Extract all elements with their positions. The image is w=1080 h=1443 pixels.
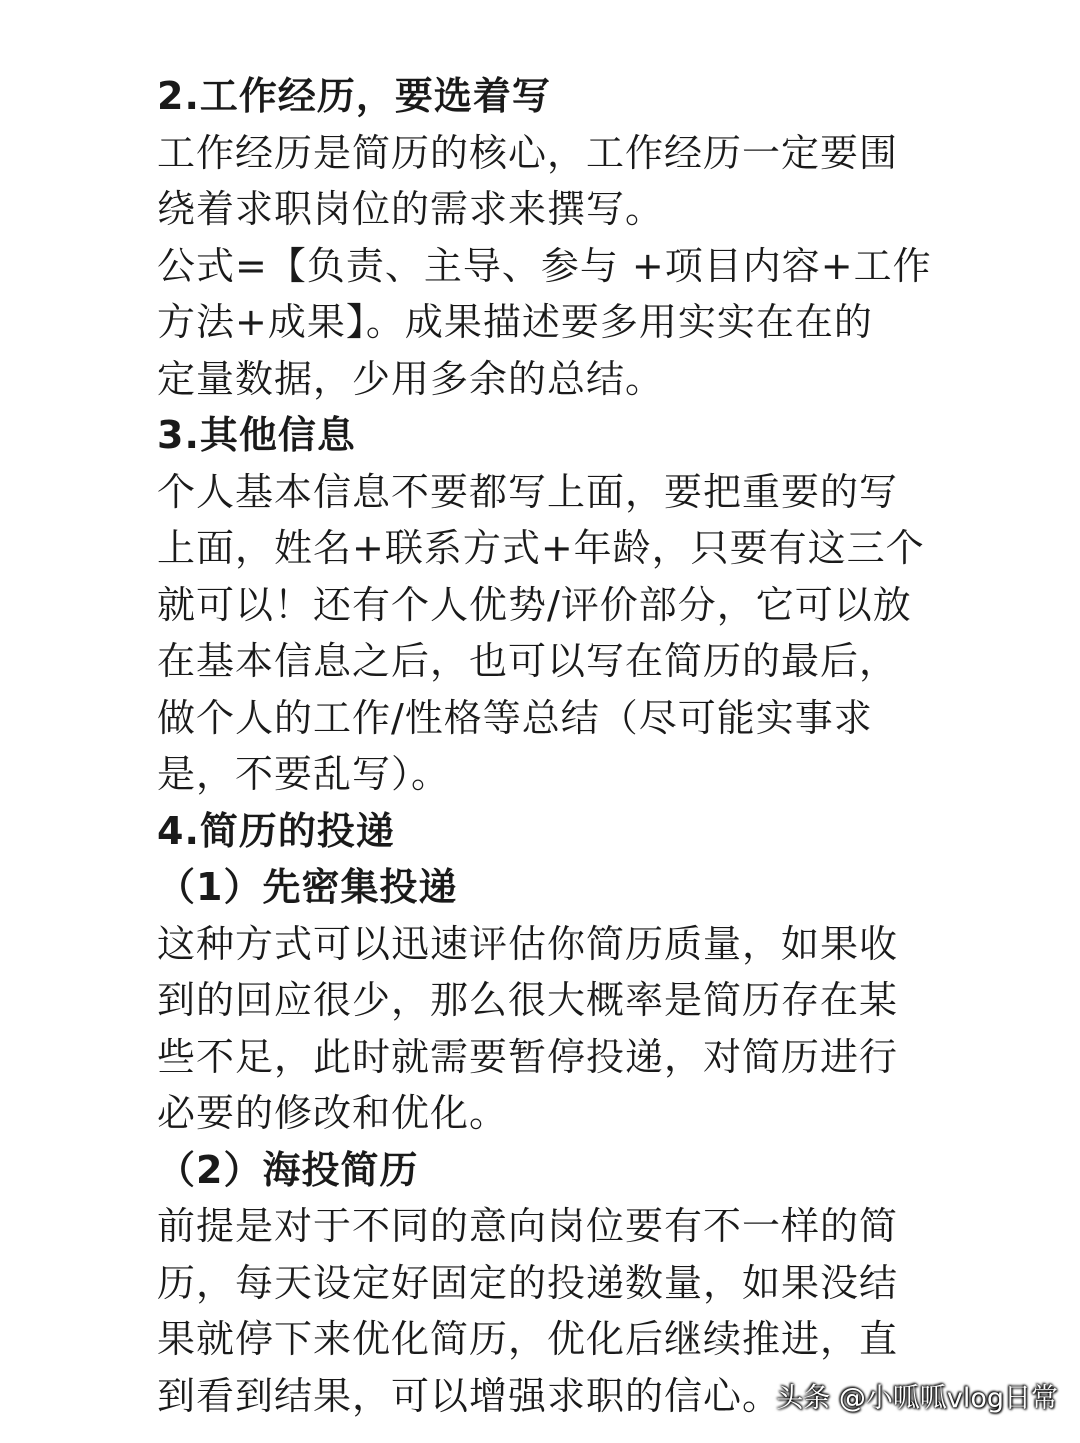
paragraph-line: 绕着求职岗位的需求来撰写。 bbox=[157, 187, 665, 231]
paragraph-line: 公式=【负责、主导、参与 +项目内容+工作 bbox=[157, 243, 932, 288]
paragraph-line: 个人基本信息不要都写上面，要把重要的写 bbox=[157, 469, 899, 514]
paragraph-line: 就可以！还有个人优势/评价部分，它可以放 bbox=[157, 582, 912, 627]
paragraph-line: 果就停下来优化简历，优化后继续推进，直 bbox=[157, 1317, 899, 1361]
section-heading-other-info: 3.其他信息 bbox=[157, 413, 356, 457]
paragraph-line: 到的回应很少，那么很大概率是简历存在某 bbox=[157, 978, 899, 1022]
watermark: 头条 @小呱呱vlog日常 bbox=[776, 1383, 1058, 1414]
paragraph-line: 方法+成果】。成果描述要多用实实在在的 bbox=[157, 300, 873, 344]
subheading-intensive-delivery: （1）先密集投递 bbox=[157, 865, 458, 909]
subheading-mass-delivery: （2）海投简历 bbox=[157, 1147, 419, 1192]
paragraph-line: 在基本信息之后，也可以写在简历的最后， bbox=[157, 639, 899, 683]
paragraph-line: 前提是对于不同的意向岗位要有不一样的简 bbox=[157, 1204, 899, 1248]
paragraph-line: 到看到结果，可以增强求职的信心。 bbox=[157, 1373, 782, 1418]
paragraph-line: 这种方式可以迅速评估你简历质量，如果收 bbox=[157, 921, 899, 966]
paragraph-line: 历，每天设定好固定的投递数量，如果没结 bbox=[157, 1260, 899, 1305]
section-heading-resume-delivery: 4.简历的投递 bbox=[157, 808, 395, 853]
paragraph-line: 是，不要乱写）。 bbox=[157, 752, 451, 796]
paragraph-line: 工作经历是简历的核心，工作经历一定要围 bbox=[157, 130, 899, 175]
paragraph-line: 上面，姓名+联系方式+年龄，只要有这三个 bbox=[157, 526, 925, 570]
paragraph-line: 定量数据，少用多余的总结。 bbox=[157, 356, 665, 401]
section-heading-work-experience: 2.工作经历，要选着写 bbox=[157, 74, 551, 118]
paragraph-line: 些不足，此时就需要暂停投递，对简历进行 bbox=[157, 1034, 899, 1079]
document-body bbox=[157, 68, 957, 1424]
paragraph-line: 必要的修改和优化。 bbox=[157, 1091, 509, 1135]
paragraph-line: 做个人的工作/性格等总结（尽可能实事求 bbox=[157, 695, 873, 740]
